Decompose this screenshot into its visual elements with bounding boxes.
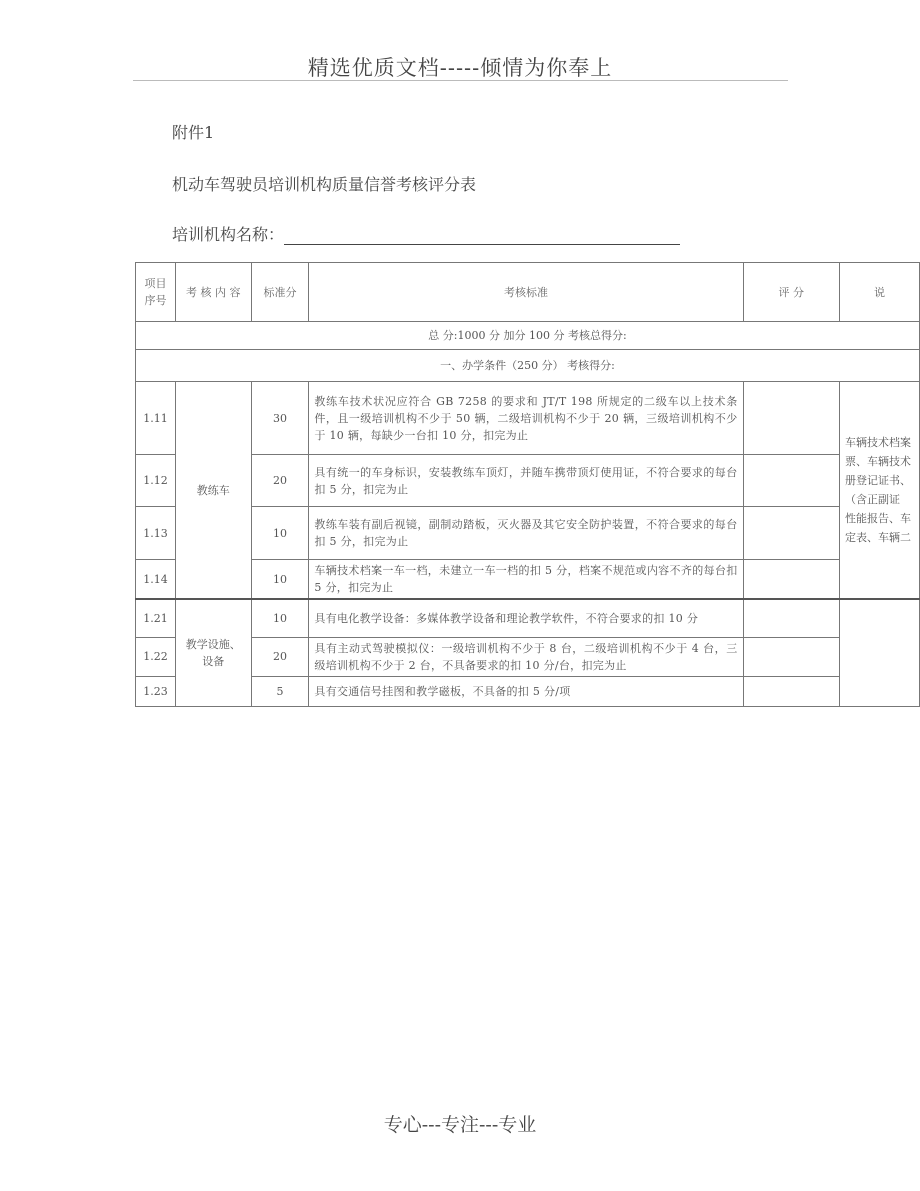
criteria-text: 车辆技术档案一车一档，未建立一车一档的扣 5 分，档案不规范或内容不齐的每台扣 5 分，扣完为止 — [309, 560, 743, 600]
header-std-score: 标准分 — [251, 263, 309, 322]
attachment-label: 附件1 — [172, 123, 215, 142]
score-cell[interactable] — [743, 637, 839, 676]
section-text: 一、办学条件（250 分） 考核得分: — [136, 350, 920, 382]
note-line: 册登记证书、 — [844, 474, 911, 487]
score-cell[interactable] — [743, 507, 839, 560]
criteria-text: 教练车装有副后视镜，副制动踏板，灭火器及其它安全防护装置，不符合要求的每台扣 5 分，扣完为止 — [309, 507, 743, 560]
header-content: 考 核 内 容 — [175, 263, 251, 322]
note-cell — [839, 382, 919, 600]
std-score: 20 — [251, 637, 309, 676]
header-item-no: 项目序号 — [136, 263, 176, 322]
criteria-text: 教练车技术状况应符合 GB 7258 的要求和 JT/T 198 所规定的二级车以上技术条件，且一级培训机构不少于 50 辆，二级培训机构不少于 20 辆，三级培训机构不少于 10 辆，每缺少一台扣 10 分，扣完为止 — [309, 382, 743, 455]
org-name-line — [172, 222, 680, 245]
score-table — [135, 262, 920, 707]
item-no: 1.23 — [136, 676, 176, 706]
table-header-row — [136, 263, 920, 322]
summary-row — [136, 322, 920, 350]
criteria-text: 具有电化教学设备：多媒体教学设备和理论教学软件，不符合要求的扣 10 分 — [309, 599, 743, 637]
note-line: 车辆技术档案 — [844, 436, 911, 449]
group-name: 教学设施、设备 — [175, 599, 251, 706]
criteria-text: 具有统一的车身标识，安装教练车顶灯，并随车携带顶灯使用证，不符合要求的每台扣 5 分，扣完为止 — [309, 455, 743, 507]
std-score: 10 — [251, 507, 309, 560]
table-row — [136, 382, 920, 455]
criteria-text: 具有主动式驾驶模拟仪：一级培训机构不少于 8 台，二级培训机构不少于 4 台，三级培训机构不少于 2 台，不具备要求的扣 10 分/台，扣完为止 — [309, 637, 743, 676]
summary-text: 总 分:1000 分 加分 100 分 考核总得分: — [136, 322, 920, 350]
item-no: 1.21 — [136, 599, 176, 637]
page-header-title: 精选优质文档-----倾情为你奉上 — [307, 56, 613, 80]
std-score: 20 — [251, 455, 309, 507]
table-row — [136, 455, 920, 507]
note-line: 票、车辆技术 — [844, 455, 911, 468]
table-row — [136, 637, 920, 676]
section-row — [136, 350, 920, 382]
header-note: 说 — [839, 263, 919, 322]
std-score: 10 — [251, 599, 309, 637]
header-divider — [133, 80, 788, 81]
score-cell[interactable] — [743, 676, 839, 706]
std-score: 5 — [251, 676, 309, 706]
score-cell[interactable] — [743, 382, 839, 455]
table-row — [136, 560, 920, 600]
item-no: 1.14 — [136, 560, 176, 600]
item-no: 1.22 — [136, 637, 176, 676]
header-score: 评 分 — [743, 263, 839, 322]
criteria-text: 具有交通信号挂图和教学磁板，不具备的扣 5 分/项 — [309, 676, 743, 706]
score-cell[interactable] — [743, 455, 839, 507]
note-line: 性能报告、车 — [844, 512, 911, 525]
document-title: 机动车驾驶员培训机构质量信誉考核评分表 — [172, 175, 477, 194]
org-name-blank — [284, 226, 680, 245]
note-cell — [839, 599, 919, 706]
table-row — [136, 599, 920, 637]
item-no: 1.13 — [136, 507, 176, 560]
header-criteria: 考核标准 — [309, 263, 743, 322]
page-footer: 专心---专注---专业 — [383, 1114, 537, 1136]
std-score: 10 — [251, 560, 309, 600]
table-row — [136, 507, 920, 560]
item-no: 1.12 — [136, 455, 176, 507]
item-no: 1.11 — [136, 382, 176, 455]
score-cell[interactable] — [743, 599, 839, 637]
group-name: 教练车 — [175, 382, 251, 600]
note-line: 定表、车辆二 — [844, 531, 911, 544]
score-cell[interactable] — [743, 560, 839, 600]
table-row — [136, 676, 920, 706]
std-score: 30 — [251, 382, 309, 455]
org-name-label: 培训机构名称： — [172, 225, 285, 244]
note-line: （含正副证 — [844, 493, 900, 506]
